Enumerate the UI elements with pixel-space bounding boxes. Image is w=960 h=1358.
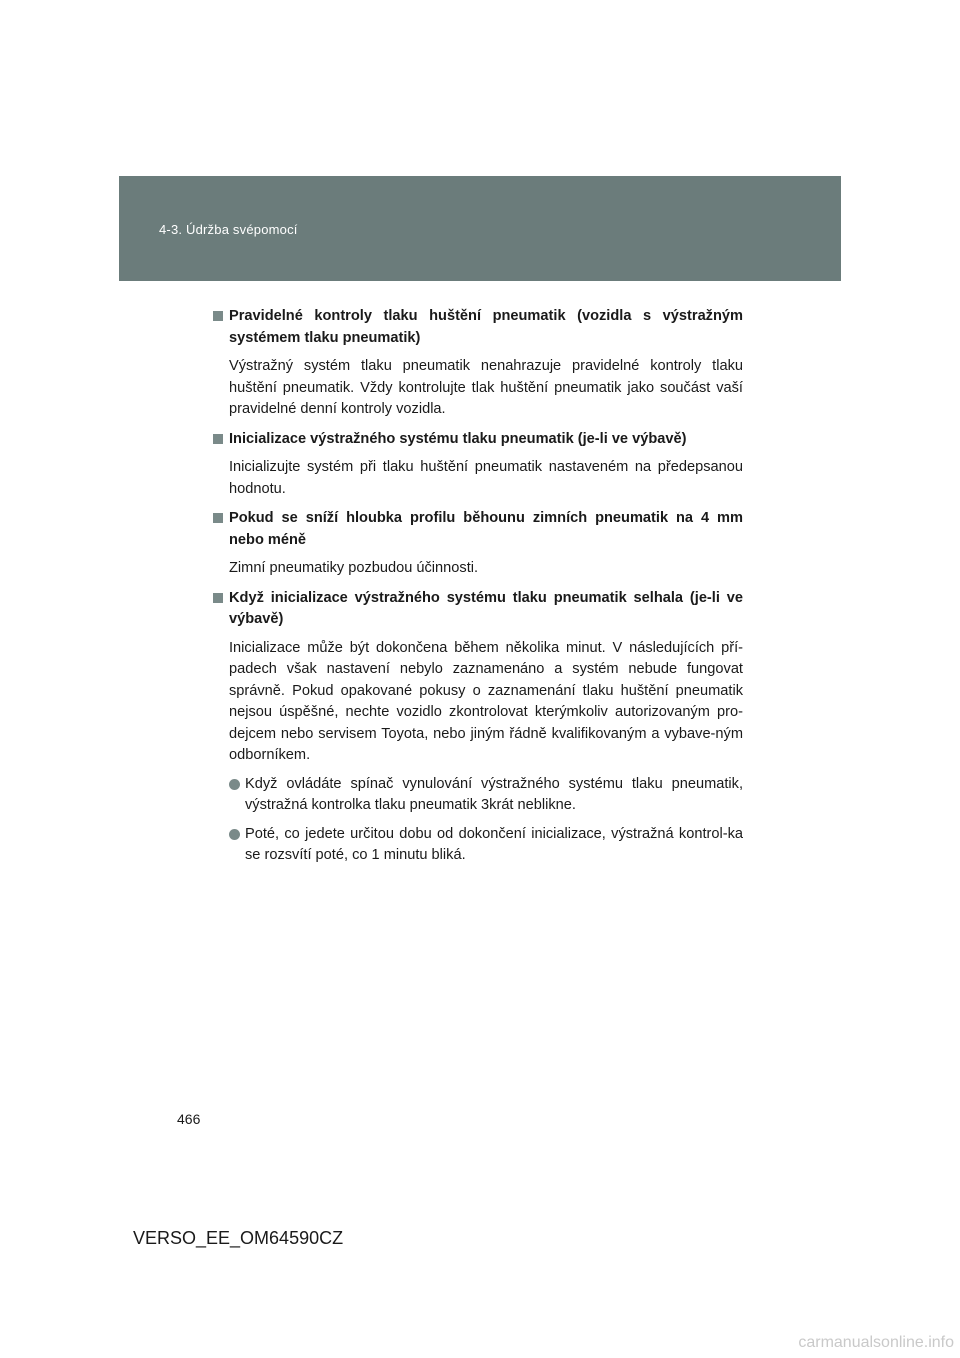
circle-bullet-icon (229, 829, 240, 840)
section-heading-text: Pokud se sníží hloubka profilu běhounu zimních pneumatik na 4 mm nebo méně (229, 510, 743, 548)
section-heading (212, 588, 743, 631)
square-bullet-icon (213, 311, 223, 321)
section-body: Výstražný systém tlaku pneumatik nenahrazuje pravidelné kontroly tlaku huštění pneumatik. Vždy kontrolujte tlak huštění pneumatik jako součást vaší pravidelné denní kontroly vozidla. (229, 358, 743, 417)
section-body: Zimní pneumatiky pozbudou účinnosti. (229, 560, 479, 576)
section-heading (212, 429, 743, 451)
page-number: 466 (177, 1111, 201, 1127)
section-block (212, 508, 743, 580)
watermark: carmanualsonline.info (798, 1334, 954, 1351)
section-body: Inicializace může být dokončena během několika minut. V následujících pří-padech však nastavení nebylo zaznamenáno a systém nebude fungovat správně. Pokud opakované pokusy o zaznamenání tlaku huštění pneumatik nejsou úspěšné, nechte vozidlo zkontrolovat kterýmkoliv autorizovaným pro-dejcem nebo servisem Toyota, nebo jiným řádně kvalifikovaným a vybave-ným odborníkem. (229, 639, 743, 763)
section-heading-text: Pravidelné kontroly tlaku huštění pneumatik (vozidla s výstražným systémem tlaku pneumatik) (229, 308, 743, 346)
section-block (212, 588, 743, 867)
section-block (212, 306, 743, 421)
header-band (119, 176, 841, 281)
document-code: VERSO_EE_OM64590CZ (133, 1228, 344, 1248)
section-heading-text: Inicializace výstražného systému tlaku pneumatik (je-li ve výbavě) (229, 430, 687, 447)
square-bullet-icon (213, 434, 223, 444)
section-heading-text: Když inicializace výstražného systému tlaku pneumatik selhala (je-li ve výbavě) (229, 589, 743, 627)
section-block (212, 429, 743, 501)
content-area (212, 306, 743, 875)
section-title: 4-3. Údržba svépomocí (159, 222, 298, 237)
square-bullet-icon (213, 513, 223, 523)
list-item-text: Poté, co jedete určitou dobu od dokončení inicializace, výstražná kontrol-ka se rozsvítí poté, co 1 minutu bliká. (245, 825, 743, 863)
section-body: Inicializujte systém při tlaku huštění pneumatik nastaveném na předepsanou hodnotu. (229, 459, 743, 497)
list-item (212, 774, 743, 817)
square-bullet-icon (213, 593, 223, 603)
list-item (212, 824, 743, 867)
list-item-text: Když ovládáte spínač vynulování výstražného systému tlaku pneumatik, výstražná kontrolka tlaku pneumatik 3krát neblikne. (245, 775, 743, 813)
section-heading (212, 306, 743, 349)
circle-bullet-icon (229, 779, 240, 790)
section-heading (212, 508, 743, 551)
